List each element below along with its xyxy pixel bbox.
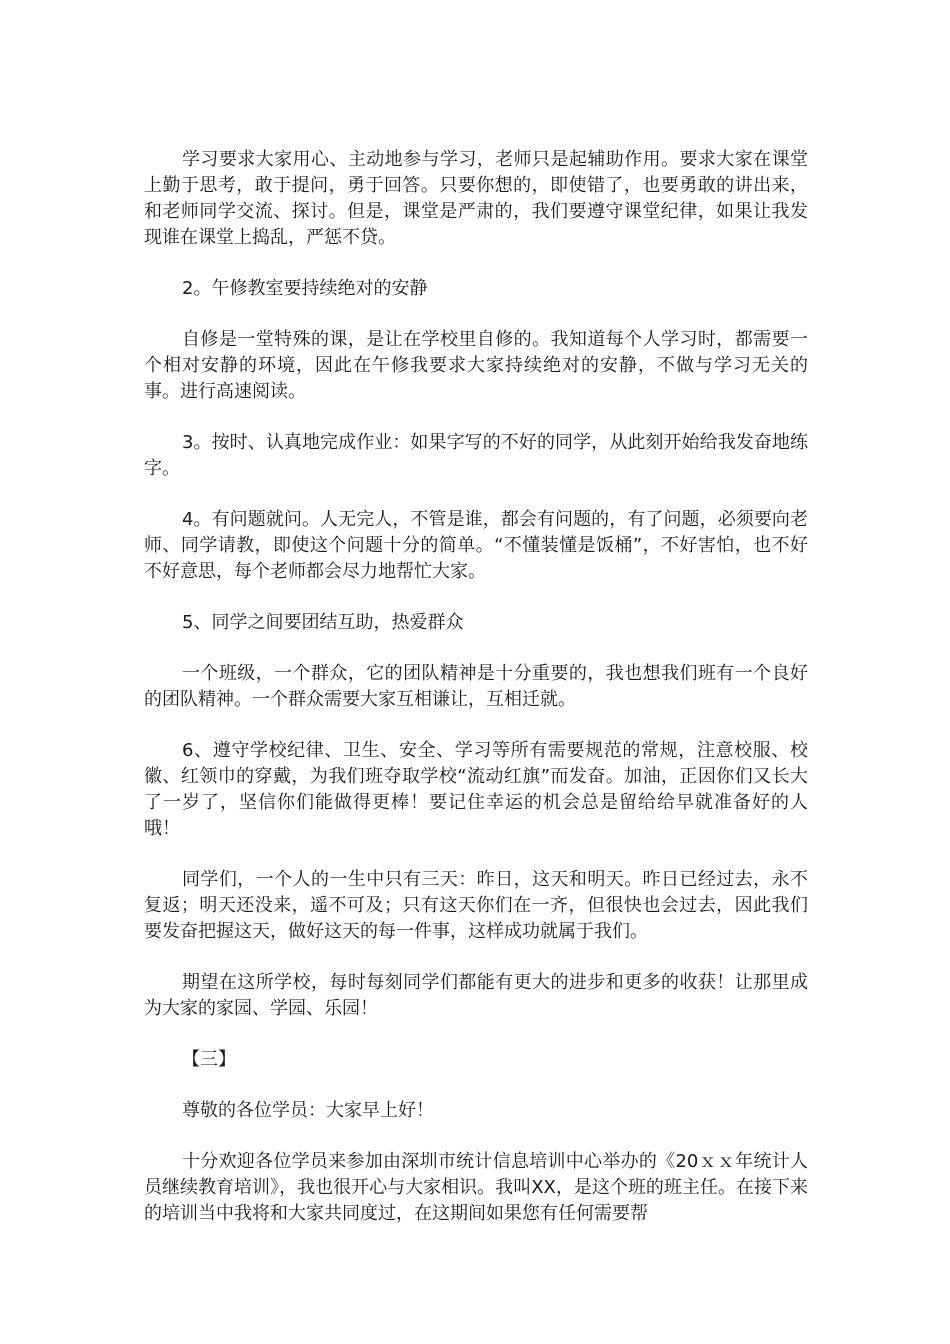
paragraph-item-4-questions: 4。有问题就问。人无完人，不管是谁，都会有问题的，有了问题，必须要向老师、同学请教，即使这个问题十分的简单。“不懂装懂是饭桶”，不好害怕，也不好不好意思，每个老师都会尽力地帮忙大家。: [144, 509, 808, 582]
paragraph-item-5-heading: 5、同学之间要团结互助，热爱群众: [182, 612, 464, 633]
paragraph-hope: 期望在这所学校，每时每刻同学们都能有更大的进步和更多的收获！让那里成为大家的家园、学园、乐园！: [144, 972, 808, 1019]
paragraph-item-6-discipline: 6、遵守学校纪律、卫生、安全、学习等所有需要规范的常规，注意校服、校徽、红领巾的穿戴，为我们班夺取学校“流动红旗”而发奋。加油，正因你们又长大了一岁了，坚信你们能做得更棒！要记住幸运的机会总是留给给早就准备好的人哦！: [144, 740, 808, 839]
paragraph-three-days: 同学们，一个人的一生中只有三天：昨日，这天和明天。昨日已经过去，永不复返；明天还没来，遥不可及；只有这天你们在一齐，但很快也会过去，因此我们要发奋把握这天，做好这天的每一件事，这样成功就属于我们。: [144, 869, 808, 942]
document-body: [144, 147, 808, 1252]
paragraph-item-3-homework: 3。按时、认真地完成作业：如果字写的不好的同学，从此刻开始给我发奋地练字。: [144, 432, 808, 479]
paragraph-greeting: 尊敬的各位学员：大家早上好！: [182, 1100, 434, 1121]
paragraph-self-study: 自修是一堂特殊的课，是让在学校里自修的。我知道每个人学习时，都需要一个相对安静的环境，因此在午修我要求大家持续绝对的安静，不做与学习无关的事。进行高速阅读。: [144, 329, 808, 402]
paragraph-study-requirements: 学习要求大家用心、主动地参与学习，老师只是起辅助作用。要求大家在课堂上勤于思考，敢于提问，勇于回答。只要你想的，即使错了，也要勇敢的讲出来，和老师同学交流、探讨。但是，课堂是严肃的，我们要遵守课堂纪律，如果让我发现谁在课堂上捣乱，严惩不贷。: [144, 149, 808, 248]
paragraph-item-2-heading: 2。午修教室要持续绝对的安静: [182, 278, 428, 299]
paragraph-welcome: 十分欢迎各位学员来参加由深圳市统计信息培训中心举办的《20ｘｘ年统计人员继续教育培训》，我也很开心与大家相识。我叫XX，是这个班的班主任。在接下来的培训当中我将和大家共同度过，在这期间如果您有任何需要帮: [144, 1151, 808, 1224]
paragraph-team-spirit: 一个班级，一个群众，它的团队精神是十分重要的，我也想我们班有一个良好的团队精神。一个群众需要大家互相谦让，互相迁就。: [144, 663, 808, 710]
section-heading-three: 【三】: [182, 1049, 236, 1070]
